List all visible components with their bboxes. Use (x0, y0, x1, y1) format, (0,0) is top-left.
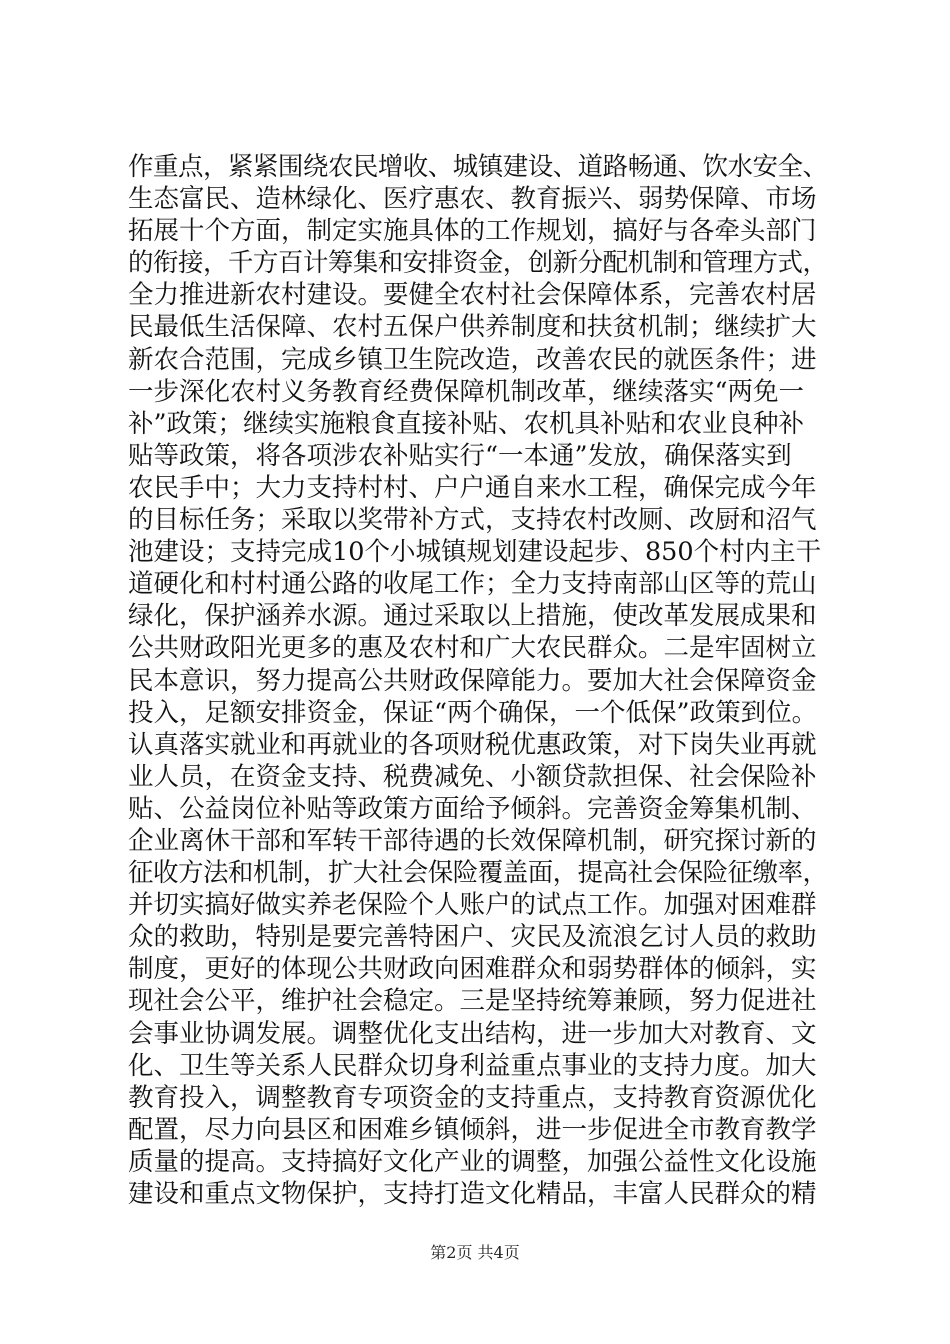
text-line: 贴等政策，将各项涉农补贴实行“一本通”发放，确保落实到 (128, 440, 792, 471)
text-line: 新农合范围，完成乡镇卫生院改造，改善农民的就医条件；进 (128, 344, 817, 375)
text-line: 教育投入，调整教育专项资金的支持重点，支持教育资源优化 (128, 1082, 817, 1113)
body-paragraph (128, 151, 828, 1210)
text-line: 建设和重点文物保护，支持打造文化精品，丰富人民群众的精 (128, 1179, 817, 1209)
text-line: 民本意识，努力提高公共财政保障能力。要加大社会保障资金 (128, 665, 817, 696)
text-line: 投入，足额安排资金，保证“两个确保，一个低保”政策到位。 (128, 697, 818, 728)
text-line: 征收方法和机制，扩大社会保险覆盖面，提高社会保险征缴率， (128, 858, 828, 889)
text-line: 认真落实就业和再就业的各项财税优惠政策，对下岗失业再就 (128, 729, 817, 760)
text-line: 生态富民、造林绿化、医疗惠农、教育振兴、弱势保障、市场 (128, 184, 817, 215)
text-line: 全力推进新农村建设。要健全农村社会保障体系，完善农村居 (128, 280, 817, 311)
text-line: 的目标任务；采取以奖带补方式，支持农村改厕、改厨和沼气 (128, 505, 817, 536)
text-line: 配置，尽力向县区和困难乡镇倾斜，进一步促进全市教育教学 (128, 1114, 817, 1145)
text-line: 化、卫生等关系人民群众切身利益重点事业的支持力度。加大 (128, 1050, 817, 1081)
text-line: 现社会公平，维护社会稳定。三是坚持统筹兼顾，努力促进社 (128, 986, 817, 1017)
text-line: 池建设；支持完成10个小城镇规划建设起步、850个村内主干 (128, 537, 822, 568)
text-line: 公共财政阳光更多的惠及农村和广大农民群众。二是牢固树立 (128, 633, 817, 664)
text-line: 并切实搞好做实养老保险个人账户的试点工作。加强对困难群 (128, 890, 817, 921)
page-footer: 第2页 共4页 (430, 1243, 520, 1262)
text-line: 的衔接，千方百计筹集和安排资金，创新分配机制和管理方式， (128, 248, 828, 279)
text-line: 农民手中；大力支持村村、户户通自来水工程，确保完成今年 (128, 472, 817, 503)
text-line: 业人员，在资金支持、税费减免、小额贷款担保、社会保险补 (128, 761, 817, 792)
text-line: 绿化，保护涵养水源。通过采取以上措施，使改革发展成果和 (128, 601, 817, 632)
text-line: 作重点，紧紧围绕农民增收、城镇建设、道路畅通、饮水安全、 (128, 152, 828, 182)
text-line: 会事业协调发展。调整优化支出结构，进一步加大对教育、文 (128, 1018, 817, 1049)
text-line: 企业离休干部和军转干部待遇的长效保障机制，研究探讨新的 (128, 825, 817, 856)
text-line: 贴、公益岗位补贴等政策方面给予倾斜。完善资金筹集机制、 (128, 793, 817, 824)
text-line: 拓展十个方面，制定实施具体的工作规划，搞好与各牵头部门 (128, 216, 817, 247)
text-line: 补”政策；继续实施粮食直接补贴、农机具补贴和农业良种补 (128, 408, 805, 439)
text-line: 一步深化农村义务教育经费保障机制改革，继续落实“两免一 (128, 376, 805, 407)
text-line: 制度，更好的体现公共财政向困难群众和弱势群体的倾斜，实 (128, 954, 817, 985)
text-line: 众的救助，特别是要完善特困户、灾民及流浪乞讨人员的救助 (128, 922, 817, 953)
text-line: 民最低生活保障、农村五保户供养制度和扶贫机制；继续扩大 (128, 312, 817, 343)
text-line: 道硬化和村村通公路的收尾工作；全力支持南部山区等的荒山 (128, 569, 817, 600)
text-line: 质量的提高。支持搞好文化产业的调整，加强公益性文化设施 (128, 1146, 817, 1177)
